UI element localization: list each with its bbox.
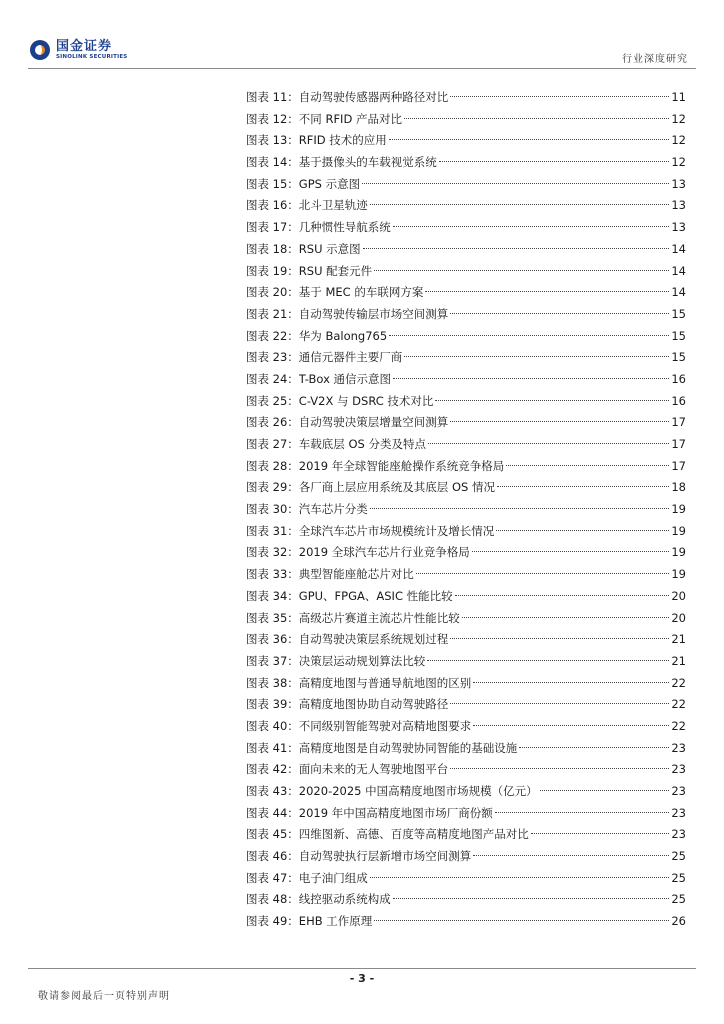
toc-entry[interactable] xyxy=(246,803,686,825)
toc-dot-leader xyxy=(404,356,669,357)
toc-entry-label: 图表 19： xyxy=(246,263,299,278)
logo-english-name: SINOLINK SECURITIES xyxy=(56,54,128,60)
toc-entry-page: 23 xyxy=(671,762,686,777)
toc-entry[interactable] xyxy=(246,282,686,304)
figure-index xyxy=(246,87,686,933)
toc-entry-title: 全球汽车芯片市场规模统计及增长情况 xyxy=(298,523,495,538)
logo-chinese-name: 国金证券 xyxy=(56,39,113,54)
toc-entry-page: 20 xyxy=(671,588,686,603)
toc-entry[interactable] xyxy=(246,911,686,933)
toc-entry-title: 高精度地图协助自动驾驶路径 xyxy=(298,697,449,712)
toc-dot-leader xyxy=(506,465,669,466)
toc-entry[interactable] xyxy=(246,673,686,695)
toc-entry-label: 图表 26： xyxy=(246,415,299,430)
toc-entry-label: 图表 33： xyxy=(246,567,299,582)
toc-entry[interactable] xyxy=(246,759,686,781)
header-divider xyxy=(28,68,696,69)
toc-entry-title: RSU 配套元件 xyxy=(298,263,373,278)
toc-entry[interactable] xyxy=(246,868,686,890)
toc-entry[interactable] xyxy=(246,391,686,413)
toc-entry[interactable] xyxy=(246,521,686,543)
toc-dot-leader xyxy=(450,313,669,314)
toc-entry-page: 13 xyxy=(671,176,686,191)
toc-entry-page: 25 xyxy=(671,849,686,864)
toc-entry-label: 图表 22： xyxy=(246,328,299,343)
toc-entry[interactable] xyxy=(246,651,686,673)
toc-dot-leader xyxy=(497,486,669,487)
toc-entry[interactable] xyxy=(246,347,686,369)
toc-entry-title: 自动驾驶决策层系统规划过程 xyxy=(298,632,449,647)
toc-entry-title: 高精度地图与普通导航地图的区别 xyxy=(298,675,472,690)
toc-entry-page: 20 xyxy=(671,610,686,625)
toc-entry-label: 图表 12： xyxy=(246,111,299,126)
toc-dot-leader xyxy=(540,790,670,791)
toc-entry[interactable] xyxy=(246,217,686,239)
toc-entry-label: 图表 45： xyxy=(246,827,299,842)
toc-entry-title: 面向未来的无人驾驶地图平台 xyxy=(298,762,449,777)
toc-dot-leader xyxy=(531,833,670,834)
company-logo xyxy=(30,40,127,61)
toc-entry[interactable] xyxy=(246,239,686,261)
toc-entry[interactable] xyxy=(246,304,686,326)
toc-entry-title: 四维图新、高德、百度等高精度地图产品对比 xyxy=(298,827,529,842)
toc-entry[interactable] xyxy=(246,564,686,586)
footer-divider xyxy=(28,968,696,969)
toc-entry-title: 电子油门组成 xyxy=(298,870,368,885)
logo-icon xyxy=(30,40,50,60)
toc-entry-page: 14 xyxy=(671,241,686,256)
toc-entry-title: GPU、FPGA、ASIC 性能比较 xyxy=(298,588,453,603)
toc-entry-page: 22 xyxy=(671,697,686,712)
toc-entry-label: 图表 38： xyxy=(246,675,299,690)
toc-entry-title: 基于 MEC 的车联网方案 xyxy=(298,285,424,300)
toc-entry[interactable] xyxy=(246,694,686,716)
toc-entry[interactable] xyxy=(246,889,686,911)
toc-entry-label: 图表 20： xyxy=(246,285,299,300)
toc-dot-leader xyxy=(450,96,669,97)
toc-entry-title: 2019 全球汽车芯片行业竞争格局 xyxy=(298,545,470,560)
toc-entry-page: 12 xyxy=(671,111,686,126)
toc-entry-label: 图表 35： xyxy=(246,610,299,625)
toc-entry[interactable] xyxy=(246,477,686,499)
toc-entry-page: 17 xyxy=(671,458,686,473)
toc-entry-label: 图表 41： xyxy=(246,740,299,755)
toc-dot-leader xyxy=(374,920,669,921)
toc-entry-label: 图表 49： xyxy=(246,914,299,929)
toc-entry-label: 图表 31： xyxy=(246,523,299,538)
toc-entry-page: 21 xyxy=(671,632,686,647)
toc-entry-label: 图表 34： xyxy=(246,588,299,603)
toc-dot-leader xyxy=(404,118,669,119)
toc-dot-leader xyxy=(439,161,670,162)
toc-entry-label: 图表 27： xyxy=(246,437,299,451)
toc-entry[interactable] xyxy=(246,586,686,608)
toc-entry-title: C-V2X 与 DSRC 技术对比 xyxy=(298,393,434,408)
toc-entry-label: 图表 28： xyxy=(246,458,299,473)
toc-entry-label: 图表 30： xyxy=(246,502,299,517)
toc-dot-leader xyxy=(450,638,669,639)
toc-dot-leader xyxy=(370,877,670,878)
toc-entry-title: 典型智能座舱芯片对比 xyxy=(298,567,414,582)
toc-entry[interactable] xyxy=(246,781,686,803)
toc-entry-title: 2019 年中国高精度地图市场厂商份额 xyxy=(298,805,493,820)
toc-dot-leader xyxy=(473,682,669,683)
toc-entry-title: T-Box 通信示意图 xyxy=(298,371,392,386)
toc-dot-leader xyxy=(393,226,670,227)
toc-dot-leader xyxy=(374,270,669,271)
toc-entry-title: 各厂商上层应用系统及其底层 OS 情况 xyxy=(298,480,495,495)
toc-entry-page: 19 xyxy=(671,523,686,538)
toc-entry-page: 23 xyxy=(671,805,686,820)
toc-dot-leader xyxy=(389,335,669,336)
disclaimer-note: 敬请参阅最后一页特别声明 xyxy=(38,991,170,1002)
page-number: - 3 - xyxy=(349,972,375,985)
toc-dot-leader xyxy=(450,421,669,422)
toc-entry[interactable] xyxy=(246,261,686,283)
toc-entry-page: 17 xyxy=(671,437,686,451)
toc-entry-page: 14 xyxy=(671,263,686,278)
toc-entry[interactable] xyxy=(246,456,686,478)
toc-entry-title: 自动驾驶传感器两种路径对比 xyxy=(298,90,449,104)
toc-entry-label: 图表 24： xyxy=(246,371,299,386)
toc-entry-title: 自动驾驶执行层新增市场空间测算 xyxy=(298,849,472,864)
toc-entry-page: 15 xyxy=(671,306,686,321)
toc-entry-page: 19 xyxy=(671,567,686,582)
toc-entry-page: 15 xyxy=(671,350,686,365)
toc-entry-title: 自动驾驶传输层市场空间测算 xyxy=(298,306,449,321)
toc-entry[interactable] xyxy=(246,608,686,630)
toc-entry-page: 13 xyxy=(671,220,686,235)
toc-entry-label: 图表 17： xyxy=(246,220,299,235)
toc-dot-leader xyxy=(427,660,669,661)
toc-dot-leader xyxy=(362,183,669,184)
toc-entry-title: 汽车芯片分类 xyxy=(298,502,368,517)
toc-dot-leader xyxy=(472,551,670,552)
toc-entry[interactable] xyxy=(246,716,686,738)
logo-text xyxy=(56,40,127,61)
toc-dot-leader xyxy=(428,443,669,444)
toc-entry-title: 决策层运动规划算法比较 xyxy=(298,653,426,668)
toc-entry-page: 21 xyxy=(671,653,686,668)
toc-entry[interactable] xyxy=(246,412,686,434)
toc-entry-label: 图表 39： xyxy=(246,697,299,712)
toc-entry[interactable] xyxy=(246,174,686,196)
toc-dot-leader xyxy=(393,378,669,379)
toc-entry[interactable] xyxy=(246,824,686,846)
toc-entry-title: GPS 示意图 xyxy=(298,176,361,191)
toc-entry-label: 图表 23： xyxy=(246,350,299,365)
toc-entry-title: 自动驾驶决策层增量空间测算 xyxy=(298,415,449,430)
toc-entry[interactable] xyxy=(246,87,686,109)
toc-dot-leader xyxy=(363,248,670,249)
toc-entry[interactable] xyxy=(246,738,686,760)
toc-entry-page: 18 xyxy=(671,480,686,495)
toc-entry-title: 华为 Balong765 xyxy=(298,328,388,343)
toc-dot-leader xyxy=(496,530,669,531)
toc-entry-label: 图表 32： xyxy=(246,545,299,560)
toc-entry-page: 15 xyxy=(671,328,686,343)
toc-entry-title: RSU 示意图 xyxy=(298,241,361,256)
toc-entry-page: 22 xyxy=(671,675,686,690)
toc-entry-label: 图表 29： xyxy=(246,480,299,495)
toc-entry-page: 25 xyxy=(671,870,686,885)
toc-entry-page: 19 xyxy=(671,545,686,560)
toc-entry-label: 图表 37： xyxy=(246,653,299,668)
toc-entry-label: 图表 14： xyxy=(246,155,299,170)
toc-entry[interactable] xyxy=(246,542,686,564)
toc-entry[interactable] xyxy=(246,152,686,174)
toc-entry-label: 图表 48： xyxy=(246,892,299,907)
toc-entry-label: 图表 46： xyxy=(246,849,299,864)
toc-entry[interactable] xyxy=(246,130,686,152)
toc-entry[interactable] xyxy=(246,109,686,131)
toc-entry-label: 图表 36： xyxy=(246,632,299,647)
toc-entry-title: 通信元器件主要厂商 xyxy=(298,350,403,365)
toc-dot-leader xyxy=(473,725,669,726)
toc-entry[interactable] xyxy=(246,434,686,456)
toc-entry[interactable] xyxy=(246,846,686,868)
toc-entry-title: 不同 RFID 产品对比 xyxy=(298,111,402,126)
toc-dot-leader xyxy=(462,617,670,618)
toc-entry-title: 高精度地图是自动驾驶协同智能的基础设施 xyxy=(298,740,518,755)
toc-dot-leader xyxy=(495,812,670,813)
toc-entry-label: 图表 47： xyxy=(246,870,299,885)
toc-entry-page: 23 xyxy=(671,740,686,755)
toc-entry-page: 11 xyxy=(671,90,686,104)
toc-entry-page: 17 xyxy=(671,415,686,430)
toc-entry-title: 基于摄像头的车载视觉系统 xyxy=(298,155,437,170)
toc-entry-title: 车载底层 OS 分类及特点 xyxy=(298,437,426,451)
toc-entry-label: 图表 40： xyxy=(246,718,299,733)
toc-dot-leader xyxy=(389,139,670,140)
toc-entry-page: 16 xyxy=(671,393,686,408)
page-header xyxy=(0,0,724,70)
toc-entry-page: 13 xyxy=(671,198,686,213)
toc-entry[interactable] xyxy=(246,195,686,217)
toc-entry-page: 19 xyxy=(671,502,686,517)
toc-entry-page: 26 xyxy=(671,914,686,929)
toc-entry-page: 25 xyxy=(671,892,686,907)
toc-dot-leader xyxy=(416,573,670,574)
toc-dot-leader xyxy=(450,703,669,704)
toc-entry-page: 23 xyxy=(671,784,686,798)
toc-entry[interactable] xyxy=(246,369,686,391)
toc-dot-leader xyxy=(370,508,670,509)
toc-dot-leader xyxy=(473,855,669,856)
toc-entry-title: 线控驱动系统构成 xyxy=(298,892,391,907)
toc-entry-title: 2020-2025 中国高精度地图市场规模（亿元） xyxy=(298,784,538,798)
toc-entry-page: 14 xyxy=(671,285,686,300)
toc-entry-label: 图表 13： xyxy=(246,133,299,148)
toc-entry[interactable] xyxy=(246,499,686,521)
toc-entry-page: 16 xyxy=(671,371,686,386)
toc-dot-leader xyxy=(425,291,669,292)
toc-dot-leader xyxy=(450,768,669,769)
toc-entry-title: 北斗卫星轨迹 xyxy=(298,198,368,213)
toc-entry-page: 22 xyxy=(671,718,686,733)
toc-entry-label: 图表 15： xyxy=(246,176,299,191)
toc-entry-label: 图表 25： xyxy=(246,393,299,408)
toc-entry-label: 图表 11： xyxy=(246,90,299,104)
toc-entry-title: 几种惯性导航系统 xyxy=(298,220,391,235)
toc-entry-page: 23 xyxy=(671,827,686,842)
toc-entry-page: 12 xyxy=(671,155,686,170)
toc-entry-label: 图表 18： xyxy=(246,241,299,256)
toc-entry-title: RFID 技术的应用 xyxy=(298,133,387,148)
toc-entry-title: 不同级别智能驾驶对高精地图要求 xyxy=(298,718,472,733)
toc-entry-label: 图表 21： xyxy=(246,306,299,321)
toc-entry-title: 高级芯片赛道主流芯片性能比较 xyxy=(298,610,460,625)
toc-entry-page: 12 xyxy=(671,133,686,148)
toc-entry-label: 图表 44： xyxy=(246,805,299,820)
toc-dot-leader xyxy=(519,747,669,748)
toc-dot-leader xyxy=(370,204,670,205)
toc-dot-leader xyxy=(455,595,670,596)
toc-entry[interactable] xyxy=(246,629,686,651)
toc-entry-title: EHB 工作原理 xyxy=(298,914,373,929)
report-type: 行业深度研究 xyxy=(622,54,688,65)
toc-dot-leader xyxy=(435,400,669,401)
toc-dot-leader xyxy=(393,898,670,899)
toc-entry-label: 图表 16： xyxy=(246,198,299,213)
toc-entry-title: 2019 年全球智能座舱操作系统竞争格局 xyxy=(298,458,505,473)
toc-entry-label: 图表 43： xyxy=(246,784,299,798)
toc-entry-label: 图表 42： xyxy=(246,762,299,777)
toc-entry[interactable] xyxy=(246,326,686,348)
